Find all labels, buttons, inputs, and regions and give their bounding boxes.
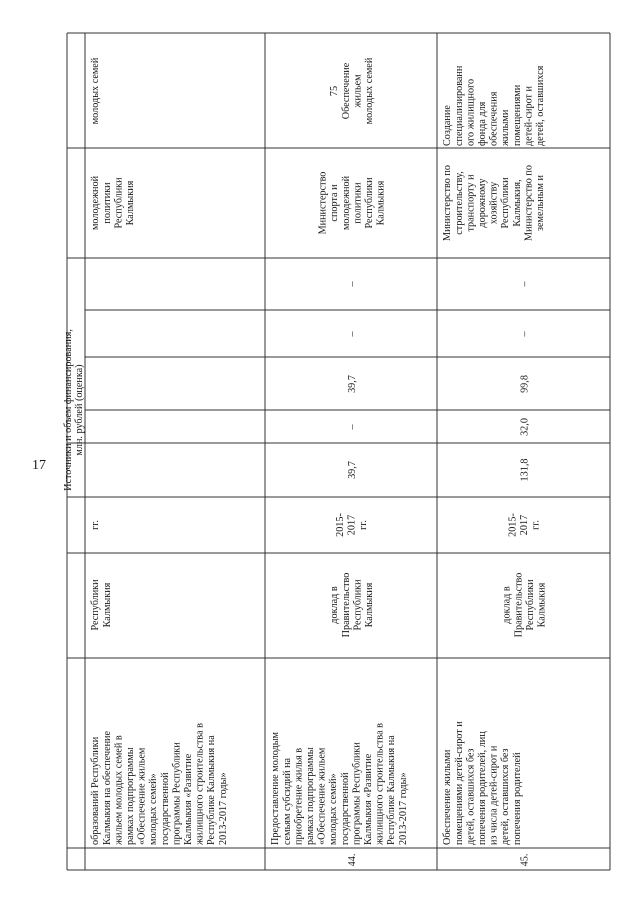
row-3-municipal: –: [519, 331, 531, 337]
row-2-report-form: доклад вПравительствоРеспубликиКалмыкия: [329, 572, 375, 638]
row-2-result: 75Обеспечениежильеммолодых семей: [329, 57, 375, 125]
row-3-report-form: доклад вПравительствоРеспубликиКалмыкия: [501, 572, 548, 638]
funding-header-units: млн. рублей (оценка): [74, 364, 85, 456]
row-2-federal: –: [347, 424, 358, 430]
row-2-number: 44.: [347, 853, 358, 867]
row-3-result: Созданиеспециализированного жилищногофонда дляобеспеченияжилымипомещениямидетей-сирот идетей, оставшихся: [442, 65, 546, 146]
row-1-report-form: РеспубликиКалмыкия: [90, 579, 113, 631]
row-1-period: гг.: [90, 520, 102, 530]
row-3-activity: Обеспечение жилымипомещениями детей-сирот идетей, оставшихся безпопечения родителей, лициз числа детей-сирот идетей, оставшихся безпопечения родителей: [442, 721, 523, 845]
row-2-total: 39,7: [347, 461, 358, 479]
row-1-executor: молодежнойполитикиРеспубликиКалмыкия: [90, 175, 136, 231]
page-number: 17: [32, 458, 46, 473]
row-2-period: 2015-2017гг.: [334, 513, 370, 537]
row-3-total: 131,8: [519, 458, 531, 482]
row-3-period: 2015-2017гг.: [507, 513, 542, 537]
funding-header-title: Источники и объем финансирования,: [63, 329, 74, 491]
row-3-republic: 99,8: [519, 375, 531, 393]
row-2-activity: Предоставление молодымсемьям субсидий наприобретение жилья врамках подпрограммы«Обеспечение жильеммолодых семей»государственнойпрограммы РеспубликиКалмыкия «Развитиежилищного строительства вРеспублике Калмыкия на2013-2017 годы»: [270, 723, 409, 845]
row-3-number: 45.: [519, 853, 531, 867]
row-3-federal: 32,0: [519, 418, 531, 436]
row-3-executor: Министерство построительству,транспорту идорожномухозяйствуРеспубликиКалмыкия,Министерство поземельным и: [442, 165, 546, 241]
row-1-activity: образований РеспубликиКалмыкия на обеспечениежильем молодых семей врамках подпрограммы«Обеспечение жильеммолодых семей»государственнойпрограммы РеспубликиКалмыкия «Развитиежилищного строительства вРеспублике Калмыкия на2013-2017 годы»: [90, 723, 229, 845]
row-3-other: –: [519, 281, 531, 287]
row-1-result: молодых семей: [90, 57, 102, 125]
row-2-executor: Министерствоспорта имолодежнойполитикиРеспубликиКалмыкия: [317, 171, 387, 235]
row-2-republic: 39,7: [347, 375, 358, 393]
row-2-municipal: –: [347, 331, 358, 337]
row-2-other: –: [347, 281, 358, 287]
